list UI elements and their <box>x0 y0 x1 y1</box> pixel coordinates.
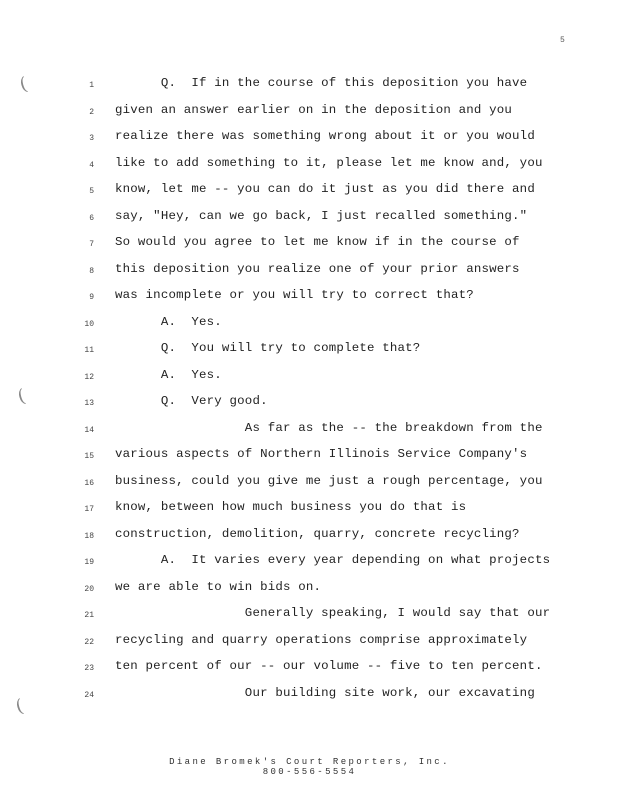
margin-mark-middle: ( <box>15 385 28 408</box>
transcript-line <box>0 659 619 679</box>
line-number: 13 <box>84 399 94 408</box>
line-text: this deposition you realize one of your prior answers <box>115 261 520 276</box>
transcript-line <box>0 474 619 494</box>
margin-mark-top: ( <box>17 73 30 96</box>
transcript-line <box>0 235 619 255</box>
page-number: 5 <box>560 36 565 45</box>
line-number: 1 <box>89 81 94 90</box>
transcript-line <box>0 129 619 149</box>
line-number: 3 <box>89 134 94 143</box>
footer-phone: 800-556-5554 <box>262 767 357 777</box>
line-number: 21 <box>84 611 94 620</box>
transcript-line <box>0 394 619 414</box>
transcript-line <box>0 209 619 229</box>
line-number: 20 <box>84 584 94 594</box>
line-text: A. Yes. <box>115 314 222 329</box>
line-text: Our building site work, our excavating <box>115 685 535 700</box>
transcript-line <box>0 606 619 626</box>
line-text: As far as the -- the breakdown from the <box>115 420 543 435</box>
transcript-line <box>0 288 619 308</box>
line-number: 2 <box>89 107 94 117</box>
line-text: like to add something to it, please let me know and, you <box>115 155 543 170</box>
margin-mark-bottom: ( <box>13 695 26 718</box>
line-text: various aspects of Northern Illinois Service Company's <box>115 447 528 461</box>
line-number: 4 <box>89 160 94 170</box>
line-text: Q. Very good. <box>115 394 268 408</box>
line-text: ten percent of our -- our volume -- five to ten percent. <box>115 659 543 673</box>
line-text: Generally speaking, I would say that our <box>115 606 551 620</box>
transcript-line <box>0 447 619 467</box>
transcript-line <box>0 368 619 388</box>
line-number: 10 <box>84 319 94 329</box>
line-text: recycling and quarry operations comprise approximately <box>115 632 528 647</box>
line-number: 5 <box>89 187 94 196</box>
transcript-line <box>0 527 619 547</box>
line-text: Q. If in the course of this deposition you have <box>115 76 528 90</box>
line-text: Q. You will try to complete that? <box>115 341 421 355</box>
transcript-line <box>0 156 619 176</box>
transcript-line <box>0 686 619 706</box>
transcript-line <box>0 315 619 335</box>
line-number: 16 <box>84 478 94 488</box>
line-number: 15 <box>84 452 94 461</box>
line-number: 14 <box>84 425 94 435</box>
transcript-line <box>0 76 619 96</box>
transcript-line <box>0 262 619 282</box>
line-number: 24 <box>84 690 94 700</box>
line-text: construction, demolition, quarry, concrete recycling? <box>115 526 520 541</box>
transcript-line <box>0 580 619 600</box>
line-text: A. Yes. <box>115 367 222 382</box>
transcript-line <box>0 500 619 520</box>
line-number: 23 <box>84 664 94 673</box>
line-number: 17 <box>84 505 94 514</box>
transcript-line <box>0 553 619 573</box>
line-number: 7 <box>89 240 94 249</box>
line-number: 8 <box>89 266 94 276</box>
line-text: business, could you give me just a rough percentage, you <box>115 473 543 488</box>
line-text: realize there was something wrong about it or you would <box>115 129 535 143</box>
line-text: was incomplete or you will try to correct that? <box>115 288 474 302</box>
footer-reporter-name: Diane Bromek's Court Reporters, Inc. <box>169 757 450 767</box>
transcript-line <box>0 182 619 202</box>
line-number: 22 <box>84 637 94 647</box>
transcript-line <box>0 341 619 361</box>
line-text: So would you agree to let me know if in the course of <box>115 235 520 249</box>
transcript-line <box>0 421 619 441</box>
line-text: A. It varies every year depending on what projects <box>115 553 551 567</box>
line-text: we are able to win bids on. <box>115 579 322 594</box>
line-text: know, between how much business you do that is <box>115 500 467 514</box>
line-number: 11 <box>84 346 94 355</box>
line-number: 12 <box>84 372 94 382</box>
line-number: 6 <box>89 213 94 223</box>
line-text: given an answer earlier on in the deposition and you <box>115 102 513 117</box>
transcript-line <box>0 103 619 123</box>
line-text: say, "Hey, can we go back, I just recalled something." <box>115 208 528 223</box>
line-number: 19 <box>84 558 94 567</box>
line-number: 18 <box>84 531 94 541</box>
line-number: 9 <box>89 293 94 302</box>
transcript-line <box>0 633 619 653</box>
line-text: know, let me -- you can do it just as you did there and <box>115 182 535 196</box>
